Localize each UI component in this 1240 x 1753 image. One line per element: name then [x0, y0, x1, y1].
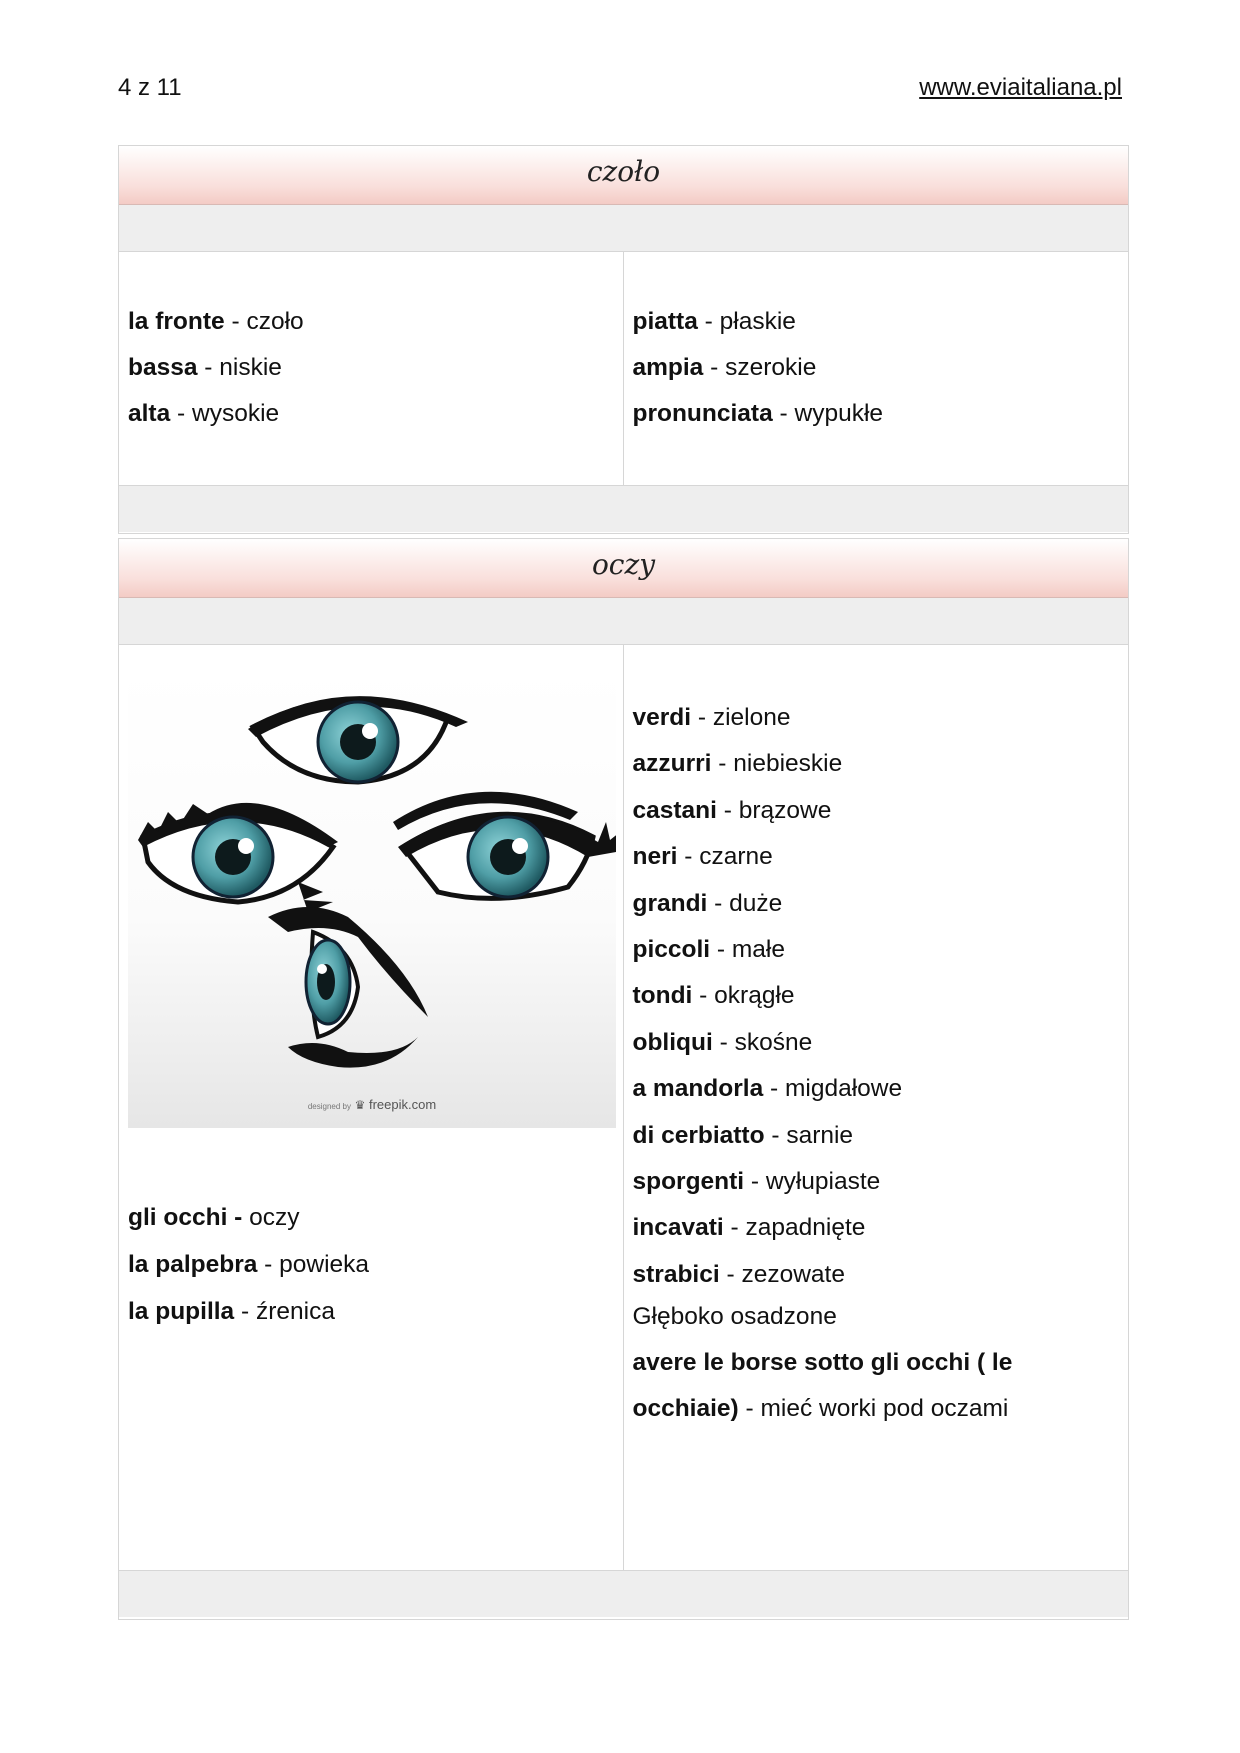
vocab-term: ampia [632, 354, 704, 381]
vocab-translation: mieć worki pod oczami [760, 1395, 1009, 1423]
vocab-term: la fronte [128, 308, 225, 335]
vocab-term: neri [632, 843, 678, 871]
vocab-separator: - [712, 1028, 735, 1056]
vocab-separator: - [711, 750, 734, 778]
eyes-illustration [128, 667, 616, 1128]
vocab-columns [119, 645, 1128, 1570]
gray-band [119, 485, 1128, 532]
vocab-term: a mandorla [632, 1075, 764, 1103]
vocab-translation: zielone [712, 704, 791, 731]
eye-left [138, 803, 338, 912]
vocab-translation: skośne [734, 1028, 813, 1056]
vocab-separator: - [224, 308, 247, 335]
vocab-translation: niebieskie [733, 750, 843, 778]
vocab-separator: - [197, 354, 220, 381]
vocab-translation: okrągłe [714, 982, 795, 1010]
vocab-item [633, 307, 1129, 337]
gray-band [119, 598, 1128, 645]
vocab-columns [119, 252, 1128, 485]
eye-adjectives-list [633, 703, 1013, 1441]
gray-band [119, 205, 1128, 252]
vocab-item [633, 796, 1013, 826]
eye-right [393, 792, 616, 899]
vocab-term: obliqui [632, 1028, 713, 1056]
vocab-translation: brązowe [738, 796, 832, 824]
vocab-separator: - [677, 843, 700, 871]
vocab-separator: - [723, 1214, 746, 1242]
freepik-logo-icon: ♛ [354, 1098, 366, 1112]
vocab-item [633, 353, 1129, 383]
vocab-separator: - [691, 704, 713, 731]
vocab-translation: zezowate [741, 1260, 845, 1288]
vocab-item [128, 353, 623, 383]
vocab-term: castani [632, 796, 717, 824]
vocab-separator: - [764, 1121, 787, 1149]
eye-top [248, 696, 468, 782]
vocab-term: di cerbiatto [632, 1121, 765, 1149]
vocab-separator: - [234, 1298, 256, 1325]
eye-side [268, 907, 428, 1068]
left-column [119, 645, 624, 1570]
vocab-separator: - [772, 400, 795, 427]
vocab-term: alta [128, 400, 171, 427]
eye-parts-list [128, 1203, 369, 1344]
vocab-separator: - [692, 982, 715, 1010]
vocab-separator: - [716, 796, 739, 824]
vocab-translation: czarne [699, 843, 773, 871]
right-column [624, 252, 1129, 485]
vocab-item [633, 1028, 1013, 1058]
vocab-separator: - [697, 308, 720, 335]
page-number: 4 z 11 [118, 74, 182, 101]
vocab-item [633, 749, 1013, 779]
vocab-term: gli occhi - [128, 1204, 243, 1231]
right-column [624, 645, 1129, 1570]
vocab-item [128, 1297, 369, 1327]
vocab-translation: szerokie [725, 354, 817, 381]
vocab-separator: - [257, 1251, 280, 1278]
vocab-term: avere le borse sotto gli occhi ( le [632, 1349, 1013, 1377]
vocab-translation: wysokie [192, 400, 280, 427]
vocab-item [633, 1348, 1013, 1378]
vocab-translation: źrenica [255, 1298, 335, 1325]
vocab-separator: - [763, 1075, 785, 1103]
vocab-term: azzurri [632, 750, 712, 778]
vocab-term: grandi [632, 889, 708, 917]
vocab-item [633, 981, 1013, 1011]
eyes-drawing [128, 667, 616, 1128]
vocab-separator: - [744, 1167, 766, 1195]
vocab-term: sporgenti [632, 1167, 745, 1195]
gray-band [119, 1570, 1128, 1617]
vocab-separator: - [738, 1395, 761, 1423]
vocab-item [128, 1250, 369, 1280]
vocab-translation: powieka [279, 1251, 370, 1278]
vocab-item [128, 307, 623, 337]
vocab-item [633, 399, 1129, 429]
vocab-translation: małe [731, 935, 785, 963]
credit-prefix: designed by [307, 1102, 351, 1111]
vocab-translation: Głęboko osadzone [632, 1302, 837, 1330]
vocab-term: tondi [632, 982, 693, 1010]
vocab-translation: wypukłe [794, 400, 884, 427]
vocab-term: la palpebra [128, 1251, 258, 1278]
vocab-translation: wyłupiaste [765, 1167, 881, 1195]
vocab-term: strabici [632, 1260, 720, 1288]
vocab-term: la pupilla [128, 1298, 235, 1325]
section-title: oczy [119, 539, 1128, 598]
vocab-term: occhiaie) [632, 1395, 739, 1423]
vocab-term: piatta [632, 308, 698, 335]
vocab-item [128, 399, 623, 429]
credit-brand: freepik.com [368, 1097, 437, 1112]
vocab-separator: - [703, 354, 726, 381]
site-url-link[interactable]: www.eviaitaliana.pl [919, 74, 1122, 101]
vocab-separator: - [707, 889, 730, 917]
vocab-term: incavati [632, 1214, 724, 1242]
vocab-item [633, 1074, 1013, 1104]
vocab-translation: sarnie [786, 1121, 854, 1149]
vocab-item [633, 1302, 1013, 1332]
vocab-item [633, 1260, 1013, 1290]
section-title: czoło [119, 146, 1128, 205]
vocab-translation: niskie [219, 354, 282, 381]
vocab-translation: duże [729, 889, 783, 917]
section-eyes [118, 538, 1129, 1620]
vocab-term: piccoli [632, 935, 711, 963]
vocab-separator: - [710, 935, 732, 963]
vocab-item [633, 703, 1013, 733]
vocab-item [633, 935, 1013, 965]
vocab-item [633, 1121, 1013, 1151]
page-header [118, 74, 1122, 106]
vocab-translation: płaskie [719, 308, 796, 335]
vocab-item [633, 1167, 1013, 1197]
left-column [119, 252, 624, 485]
vocab-translation: oczy [249, 1204, 300, 1231]
vocab-item [633, 1394, 1013, 1424]
vocab-separator: - [170, 400, 192, 427]
vocab-item [128, 1203, 369, 1233]
vocab-term: verdi [632, 704, 692, 731]
vocab-item [633, 889, 1013, 919]
vocab-translation: czoło [246, 308, 304, 335]
vocab-term: bassa [128, 354, 198, 381]
vocab-term: pronunciata [632, 400, 773, 427]
vocab-separator: - [719, 1260, 742, 1288]
vocab-item [633, 842, 1013, 872]
vocab-translation: zapadnięte [745, 1214, 866, 1242]
vocab-item [633, 1213, 1013, 1243]
vocab-translation: migdałowe [785, 1075, 903, 1103]
image-credit [128, 1097, 616, 1112]
section-forehead [118, 145, 1129, 534]
